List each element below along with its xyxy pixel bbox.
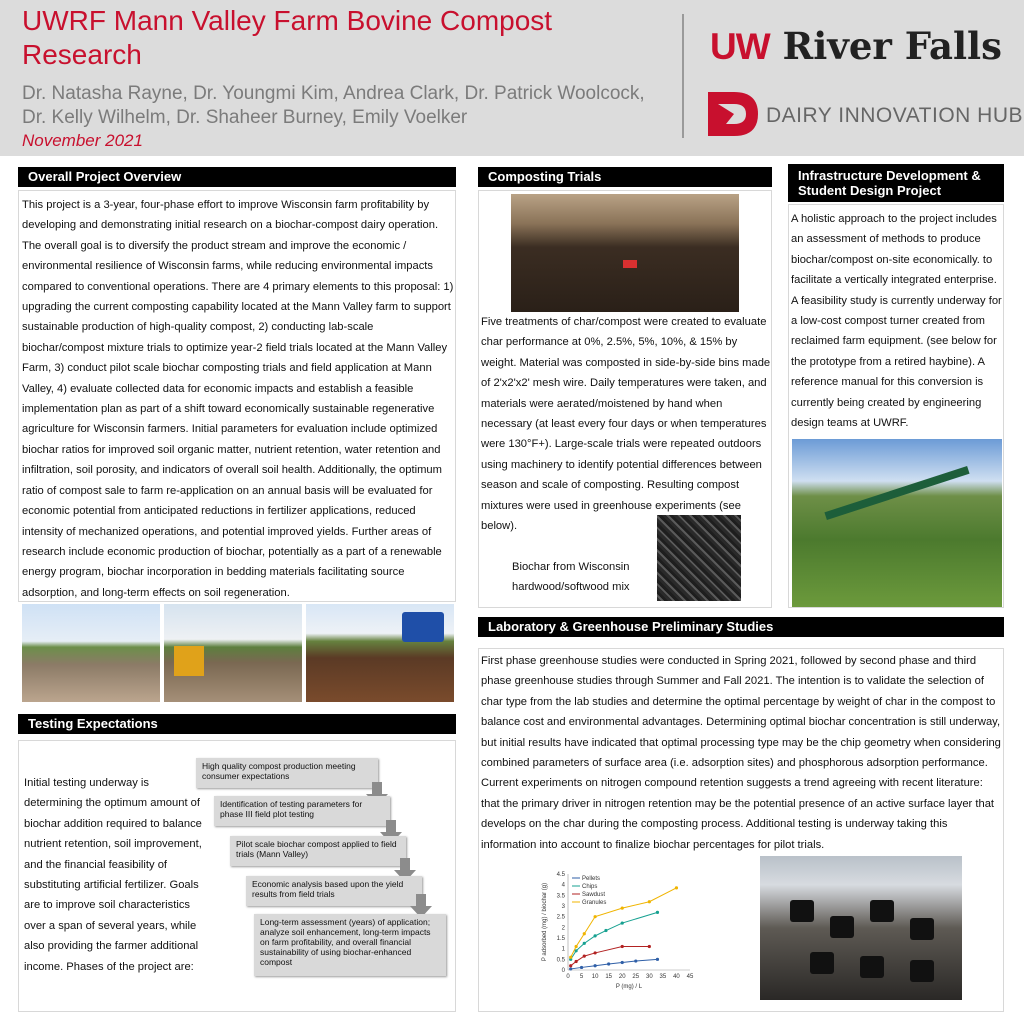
data-point-pellets	[594, 964, 597, 967]
phase-step-3: Pilot scale biochar compost applied to field trials (Mann Valley)	[230, 836, 406, 866]
phosphorus-adsorption-chart	[534, 868, 698, 994]
plant-pot	[870, 900, 894, 922]
loader-machine	[174, 646, 204, 676]
data-point-chips	[656, 911, 659, 914]
composting-body: Five treatments of char/compost were created to evaluate char performance at 0%, 2.5%, 5%, 10%, & 15% by weight. Material was composted in side-by-side bins made of 2'x2'x2' mesh wire. Daily temperatures were taken, and materials were aerated/moistened by hand when necessary (at least every four days or when temperatures were 130°F+). Large-scale trials were repeated outdoors using machinery to identify potential differences between season and scale of composting. Resulting compost mixtures were used in greenhouse experiments (see below).	[481, 316, 771, 533]
y-tick-label: 0	[561, 968, 565, 974]
x-tick-label: 25	[632, 974, 640, 980]
phase-step-1: High quality compost production meeting consumer expectations	[196, 758, 378, 788]
data-point-chips	[621, 921, 624, 924]
plant-pot	[790, 900, 814, 922]
plant-pot	[910, 960, 934, 982]
phase-step-2: Identification of testing parameters for phase III field plot testing	[214, 796, 390, 826]
data-point-chips	[604, 929, 607, 932]
y-tick-label: 2.5	[556, 914, 565, 921]
biochar-photo	[657, 515, 741, 601]
x-tick-label: 40	[673, 974, 680, 980]
data-point-sawdust	[648, 945, 651, 948]
plant-pot	[810, 952, 834, 974]
uw-river-falls-logo: UW River Falls	[710, 24, 1002, 68]
poster-title: UWRF Mann Valley Farm Bovine Compost Research	[22, 5, 553, 70]
series-line-chips	[571, 912, 658, 959]
x-axis-label: P (mg) / L	[615, 984, 643, 990]
x-tick-label: 15	[605, 974, 613, 980]
data-point-pellets	[634, 959, 637, 962]
data-point-granules	[583, 932, 586, 935]
field-photo-2	[164, 604, 302, 702]
y-tick-label: 2	[561, 925, 565, 932]
poster-header	[0, 0, 1024, 156]
dairy-hub-logo-icon	[704, 88, 762, 140]
x-tick-label: 45	[686, 974, 694, 980]
data-point-granules	[621, 907, 624, 910]
data-point-chips	[594, 934, 597, 937]
data-point-granules	[594, 915, 597, 918]
data-point-granules	[648, 900, 651, 903]
y-tick-label: 4	[561, 882, 565, 889]
data-point-pellets	[580, 966, 583, 969]
testing-heading: Testing Expectations	[18, 714, 456, 734]
composting-panel	[478, 190, 772, 608]
data-point-sawdust	[621, 945, 624, 948]
legend-label: Pellets	[582, 876, 601, 882]
data-point-chips	[583, 942, 586, 945]
data-point-granules	[675, 886, 678, 889]
series-line-sawdust	[571, 947, 650, 966]
data-point-sawdust	[594, 951, 597, 954]
tractor	[402, 612, 444, 642]
x-tick-label: 20	[618, 974, 626, 980]
thermometer	[623, 260, 637, 268]
data-point-granules	[575, 945, 578, 948]
x-tick-label: 0	[566, 974, 570, 980]
data-point-granules	[569, 956, 572, 959]
overview-heading: Overall Project Overview	[18, 167, 456, 187]
chart-series	[569, 886, 678, 970]
testing-body: Initial testing underway is determining the optimum amount of biochar addition required to balance nutrient retention, soil improvement, and the financial feasibility of substituting artificial fertilizer. Goals are to improve soil characteristics over a span of several years, while also providing the farmer additional income. Phases of the project are:	[24, 777, 202, 973]
y-axis-label: P adsorbed (mg) / biochar (g)	[542, 882, 548, 962]
phase-step-4: Economic analysis based upon the yield results from field trials	[246, 876, 422, 906]
overview-panel	[18, 190, 456, 602]
plant-pot	[910, 918, 934, 940]
y-tick-label: 1.5	[556, 936, 565, 942]
compost-turner-photo	[792, 439, 1002, 607]
y-tick-label: 3.5	[556, 893, 565, 900]
legend-label: Chips	[582, 884, 598, 890]
infrastructure-panel	[788, 204, 1004, 608]
greenhouse-photo	[760, 856, 962, 1000]
series-line-pellets	[571, 959, 658, 969]
poster-date: November 2021	[22, 131, 143, 150]
data-point-pellets	[607, 962, 610, 965]
legend-label: Sawdust	[582, 892, 606, 898]
data-point-pellets	[621, 961, 624, 964]
chart-labels	[542, 872, 694, 990]
data-point-pellets	[569, 967, 572, 970]
dairy-hub-text: DAIRY INNOVATION HUB	[766, 104, 1023, 127]
y-tick-label: 1	[561, 946, 565, 953]
header-divider	[682, 14, 684, 138]
poster-authors: Dr. Natasha Rayne, Dr. Youngmi Kim, Andrea Clark, Dr. Patrick Woolcock, Dr. Kelly Wilhelm, Dr. Shaheer Burney, Emily Voelker	[22, 83, 645, 128]
x-tick-label: 10	[591, 974, 599, 980]
data-point-pellets	[656, 958, 659, 961]
infrastructure-heading: Infrastructure Development & Student Design Project	[788, 164, 1004, 202]
x-tick-label: 30	[645, 974, 653, 980]
legend-label: Granules	[582, 900, 607, 906]
plant-pot	[830, 916, 854, 938]
turner-frame	[824, 466, 969, 520]
infrastructure-body: A holistic approach to the project includes an assessment of methods to produce biochar/compost on-site economically. to facilitate a vertically integrated enterprise. A feasibility study is currently underway for a low-cost compost turner created from reclaimed farm equipment. (see below for the prototype from a retired haybine). A reference manual for this conversion is currently being created by engineering design teams at UWRF.	[791, 213, 1002, 430]
composting-heading: Composting Trials	[478, 167, 772, 187]
y-tick-label: 4.5	[556, 872, 565, 878]
data-point-sawdust	[569, 964, 572, 967]
biochar-caption: Biochar from Wisconsin hardwood/softwood mix	[512, 561, 630, 594]
phase-step-5: Long-term assessment (years) of application; analyze soil enhancement, long-term impacts on farm profitability, and overall financial sustainability of using biochar-enhanced compost	[254, 914, 446, 976]
y-tick-label: 0.5	[556, 957, 565, 964]
lab-heading: Laboratory & Greenhouse Preliminary Studies	[478, 617, 1004, 637]
lab-body: First phase greenhouse studies were conducted in Spring 2021, followed by second phase and third phase greenhouse studies through Summer and Fall 2021. The intention is to validate the selection of char type from the lab studies and determine the optimal percentage by weight of char in the compost to balance cost and environmental advantages. Determining optimal biochar concentration is still underway, but initial results have indicated that optimal processing type may be the chip geometry when considering combined parameters of surface area (i.e. adsorption sites) and phosphorous adsorption performance. Current experiments on nitrogen compound retention suggests a trend agreeing with recent literature: that the primary driver in nitrogen retention may be the potential presence of an active surface layer that develops on the char during the composting process. Additional testing is underway taking this information into account to finalize biochar percentages for pilot trials.	[481, 655, 1001, 851]
data-point-sawdust	[575, 960, 578, 963]
field-photo-1	[22, 604, 160, 702]
data-point-sawdust	[583, 955, 586, 958]
x-tick-label: 5	[579, 974, 584, 980]
compost-bins-photo	[511, 194, 739, 312]
field-photo-3	[306, 604, 454, 702]
plant-pot	[860, 956, 884, 978]
overview-body: This project is a 3-year, four-phase effort to improve Wisconsin farm profitability by developing and demonstrating initial research on a biochar-compost dairy operation. The overall goal is to diversify the product stream and improve the economic / environmental resilience of Wisconsin farms, while reducing environmental impacts compared to conventional operations. There are 4 primary elements to this proposal: 1) upgrading the current composting capability located at the Mann Valley farm to support sustainable production of high-quality compost, 2) conducting lab-scale biochar/compost mixture trials to optimize year-2 field trials located at the Mann Valley Farm, 3) conduct pilot scale biochar composting trials and field application at Mann Valley, 4) evaluate collected data for economic impacts and establish a feasible implementation plan as part of a shift toward economically sustainable regenerative agriculture for Wisconsin farmers. Initial parameters for evaluation include optimized biochar ratios for improved soil organic matter, nutrient retention, water retention and infiltration, soil porosity, and indicators of overall soil health. Additionally, the optimum ratio of compost sale to farm re-application on an annual basis will be evaluated for economic potential from anticipated reductions in fertilizer applications, reduced intensity of mechanized operations, and potential improved yields. Further areas of research include economic production of biochar, potentially as a part of a renewable energy program, biochar incorporation in bedding materials facilitating source adsorption, and long-term effects on soil regeneration.	[22, 199, 454, 599]
y-tick-label: 3	[561, 904, 565, 910]
x-tick-label: 35	[659, 974, 667, 980]
